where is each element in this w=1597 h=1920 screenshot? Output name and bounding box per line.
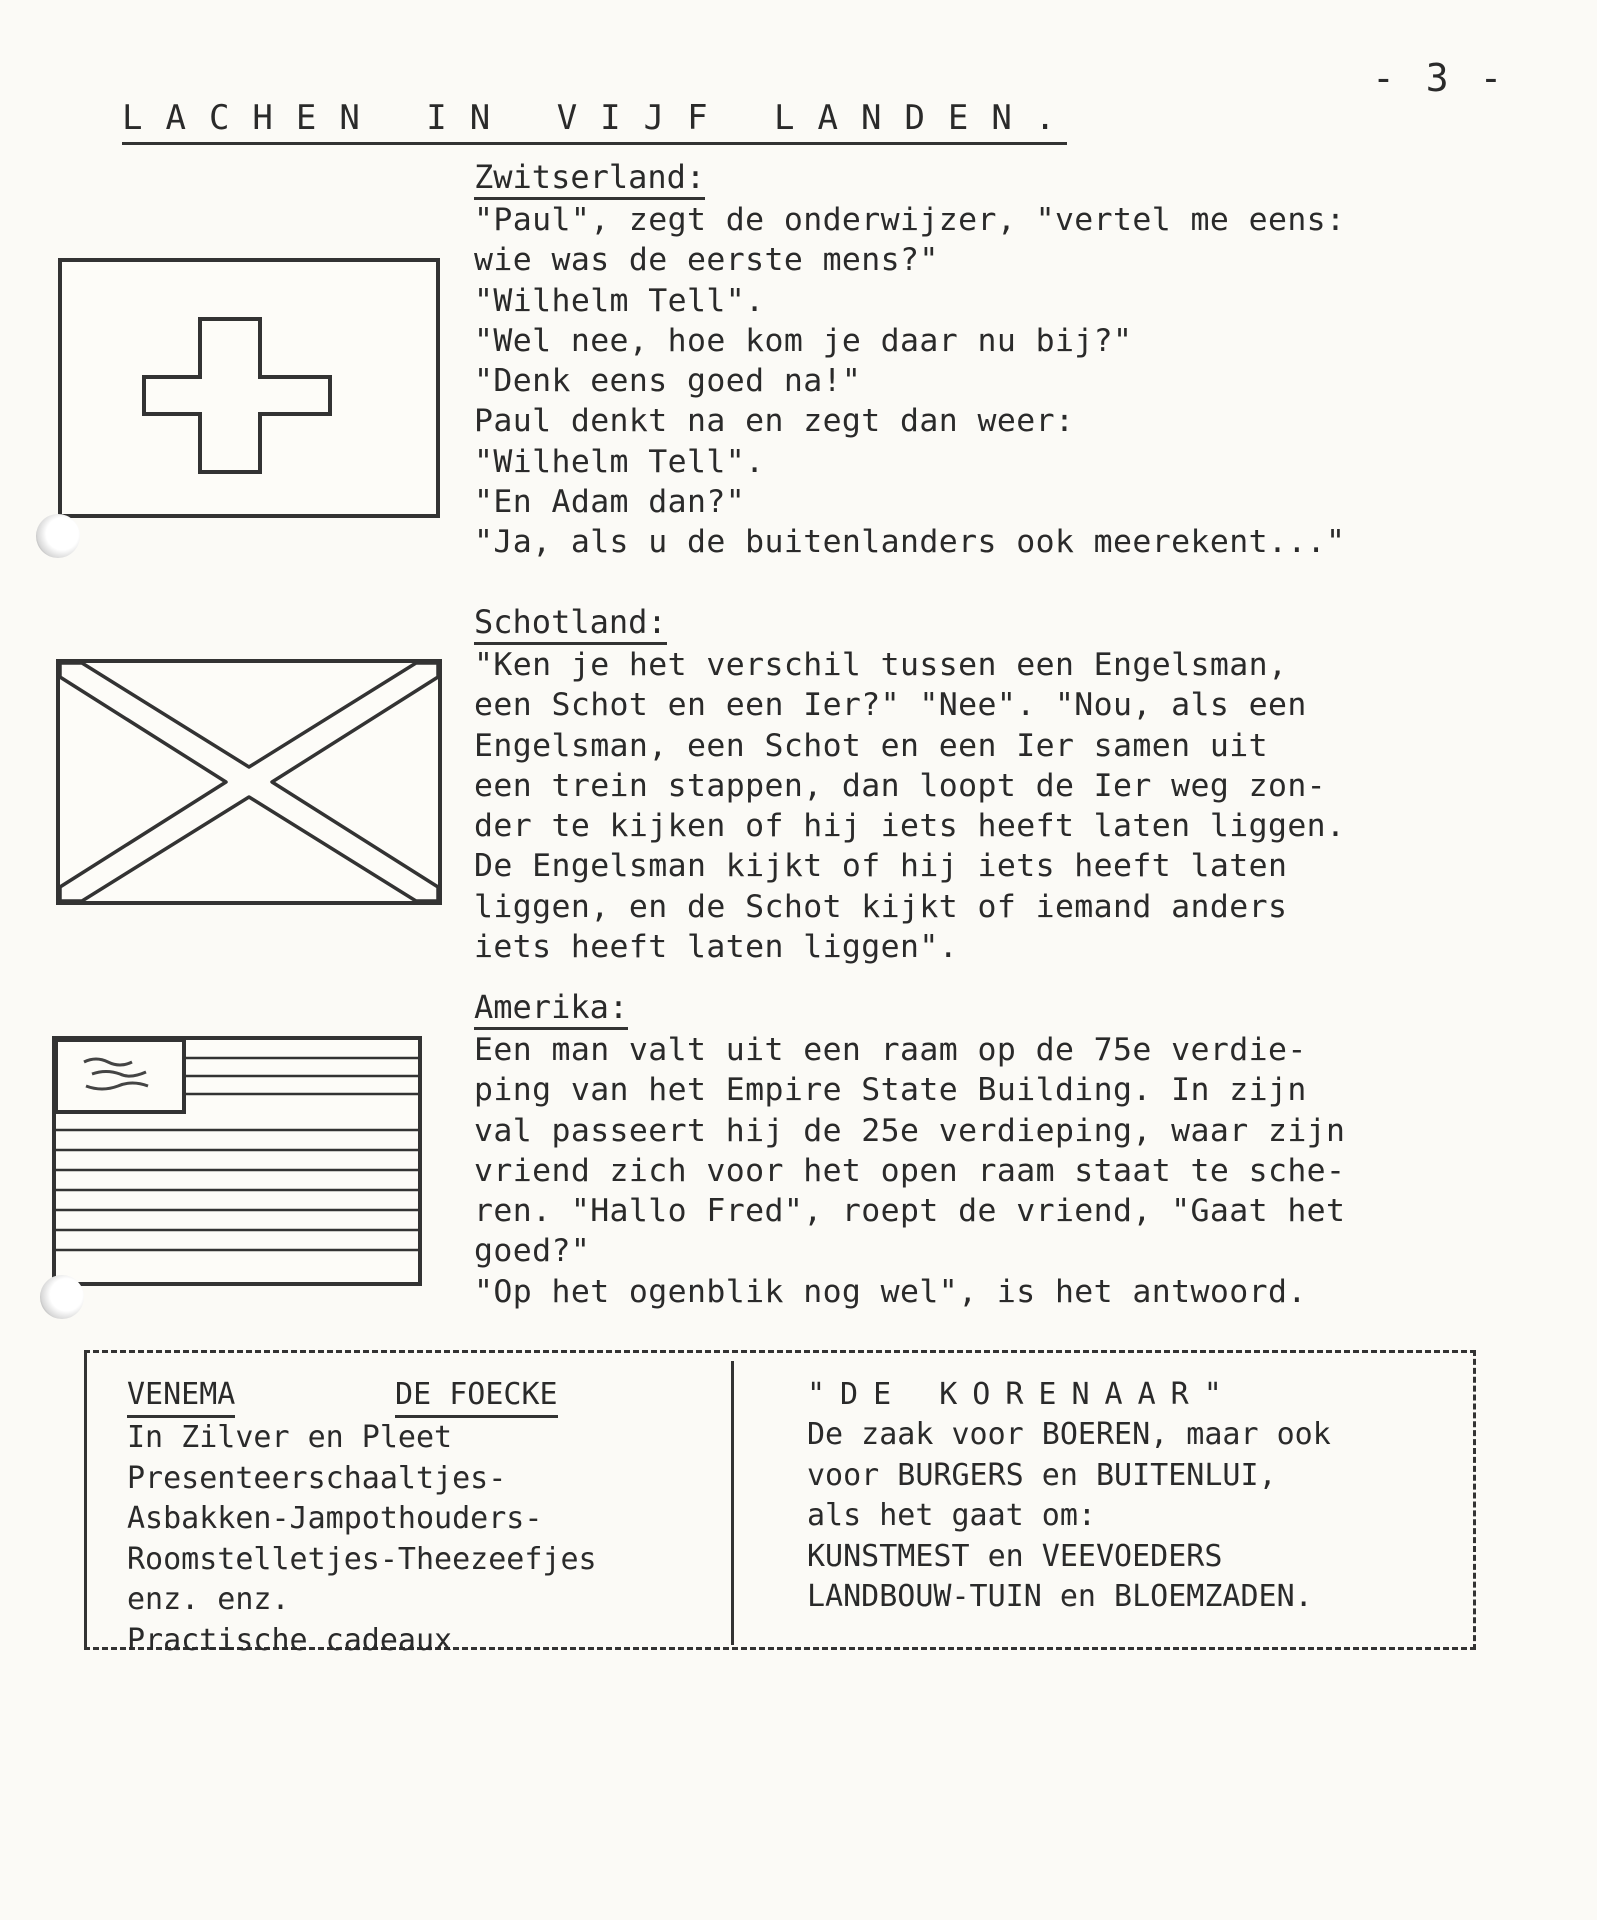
text-line: "Wilhelm Tell".	[474, 443, 765, 480]
text-line: wie was de eerste mens?"	[474, 242, 939, 279]
ad-name-korenaar: "DE KORENAAR"	[807, 1377, 1237, 1412]
text-line: der te kijken of hij iets heeft laten liggen.	[474, 808, 1346, 845]
stars-and-stripes-icon	[56, 1040, 418, 1282]
text-line: "Ja, als u de buitenlanders ook meerekent..."	[474, 524, 1346, 561]
text-line: vriend zich voor het open raam staat te sche-	[474, 1152, 1346, 1189]
text-line: "Denk eens goed na!"	[474, 363, 862, 400]
text-line: "Wel nee, hoe kom je daar nu bij?"	[474, 322, 1133, 359]
section-text	[474, 645, 1504, 967]
text-line: val passeert hij de 25e verdieping, waar zijn	[474, 1112, 1346, 1149]
ad-line: voor BURGERS en BUITENLUI,	[807, 1457, 1277, 1493]
text-line: iets heeft laten liggen".	[474, 929, 959, 966]
page-number: - 3 -	[1372, 56, 1507, 100]
section-heading: Zwitserland:	[474, 157, 705, 200]
section-amerika	[474, 987, 1504, 1312]
ad-line: LANDBOUW-TUIN en BLOEMZADEN.	[807, 1579, 1313, 1614]
text-line: "Paul", zegt de onderwijzer, "vertel me eens:	[474, 202, 1346, 238]
ad-name-de-foecke: DE FOECKE	[395, 1375, 558, 1418]
section-heading: Schotland:	[474, 602, 667, 645]
text-line: De Engelsman kijkt of hij iets heeft laten	[474, 848, 1288, 885]
ad-line: KUNSTMEST en VEEVOEDERS	[807, 1538, 1223, 1574]
ad-de-korenaar	[807, 1375, 1467, 1618]
ad-line: Presenteerschaaltjes-	[127, 1460, 507, 1496]
cross-icon	[62, 262, 436, 514]
advertisement-box	[84, 1350, 1476, 1658]
section-zwitserland	[474, 157, 1504, 563]
text-line: liggen, en de Schot kijkt of iemand anders	[474, 888, 1288, 925]
text-line: "Ken je het verschil tussen een Engelsman,	[474, 647, 1288, 683]
ad-line: Asbakken-Jampothouders-	[127, 1501, 543, 1536]
text-line: ren. "Hallo Fred", roept de vriend, "Gaat het	[474, 1193, 1346, 1230]
text-line: Engelsman, een Schot en een Ier samen uit	[474, 727, 1268, 764]
section-schotland	[474, 602, 1504, 967]
text-line: goed?"	[474, 1233, 591, 1270]
ad-line: als het gaat om:	[807, 1498, 1096, 1533]
section-text	[474, 200, 1504, 563]
saltire-icon	[60, 663, 438, 901]
scottish-flag-drawing	[56, 659, 442, 905]
section-heading: Amerika:	[474, 987, 628, 1030]
text-line: Paul denkt na en zegt dan weer:	[474, 403, 1075, 440]
ad-line: Roomstelletjes-Theezeefjes	[127, 1541, 597, 1577]
ad-venema-de-foecke	[127, 1375, 717, 1661]
text-line: "En Adam dan?"	[474, 484, 746, 521]
text-line: ping van het Empire State Building. In zijn	[474, 1072, 1307, 1109]
swiss-flag-drawing	[58, 258, 440, 518]
page-title: LACHEN IN VIJF LANDEN.	[122, 98, 1067, 145]
text-line: een Schot en een Ier?" "Nee". "Nou, als een	[474, 687, 1307, 724]
ad-line: Practische cadeaux	[127, 1622, 453, 1658]
american-flag-drawing	[52, 1036, 422, 1286]
text-line: "Wilhelm Tell".	[474, 282, 765, 319]
section-text	[474, 1030, 1504, 1312]
ad-line: In Zilver en Pleet	[127, 1420, 453, 1455]
text-line: een trein stappen, dan loopt de Ier weg zon-	[474, 767, 1327, 804]
ad-divider	[731, 1361, 734, 1645]
punch-hole-bottom	[40, 1275, 84, 1319]
ad-line: enz. enz.	[127, 1582, 290, 1617]
text-line: Een man valt uit een raam op de 75e verdie-	[474, 1032, 1307, 1068]
ad-name-venema: VENEMA	[127, 1375, 235, 1418]
text-line: "Op het ogenblik nog wel", is het antwoord.	[474, 1273, 1307, 1310]
ad-line: De zaak voor BOEREN, maar ook	[807, 1417, 1331, 1452]
punch-hole-top	[36, 514, 80, 558]
